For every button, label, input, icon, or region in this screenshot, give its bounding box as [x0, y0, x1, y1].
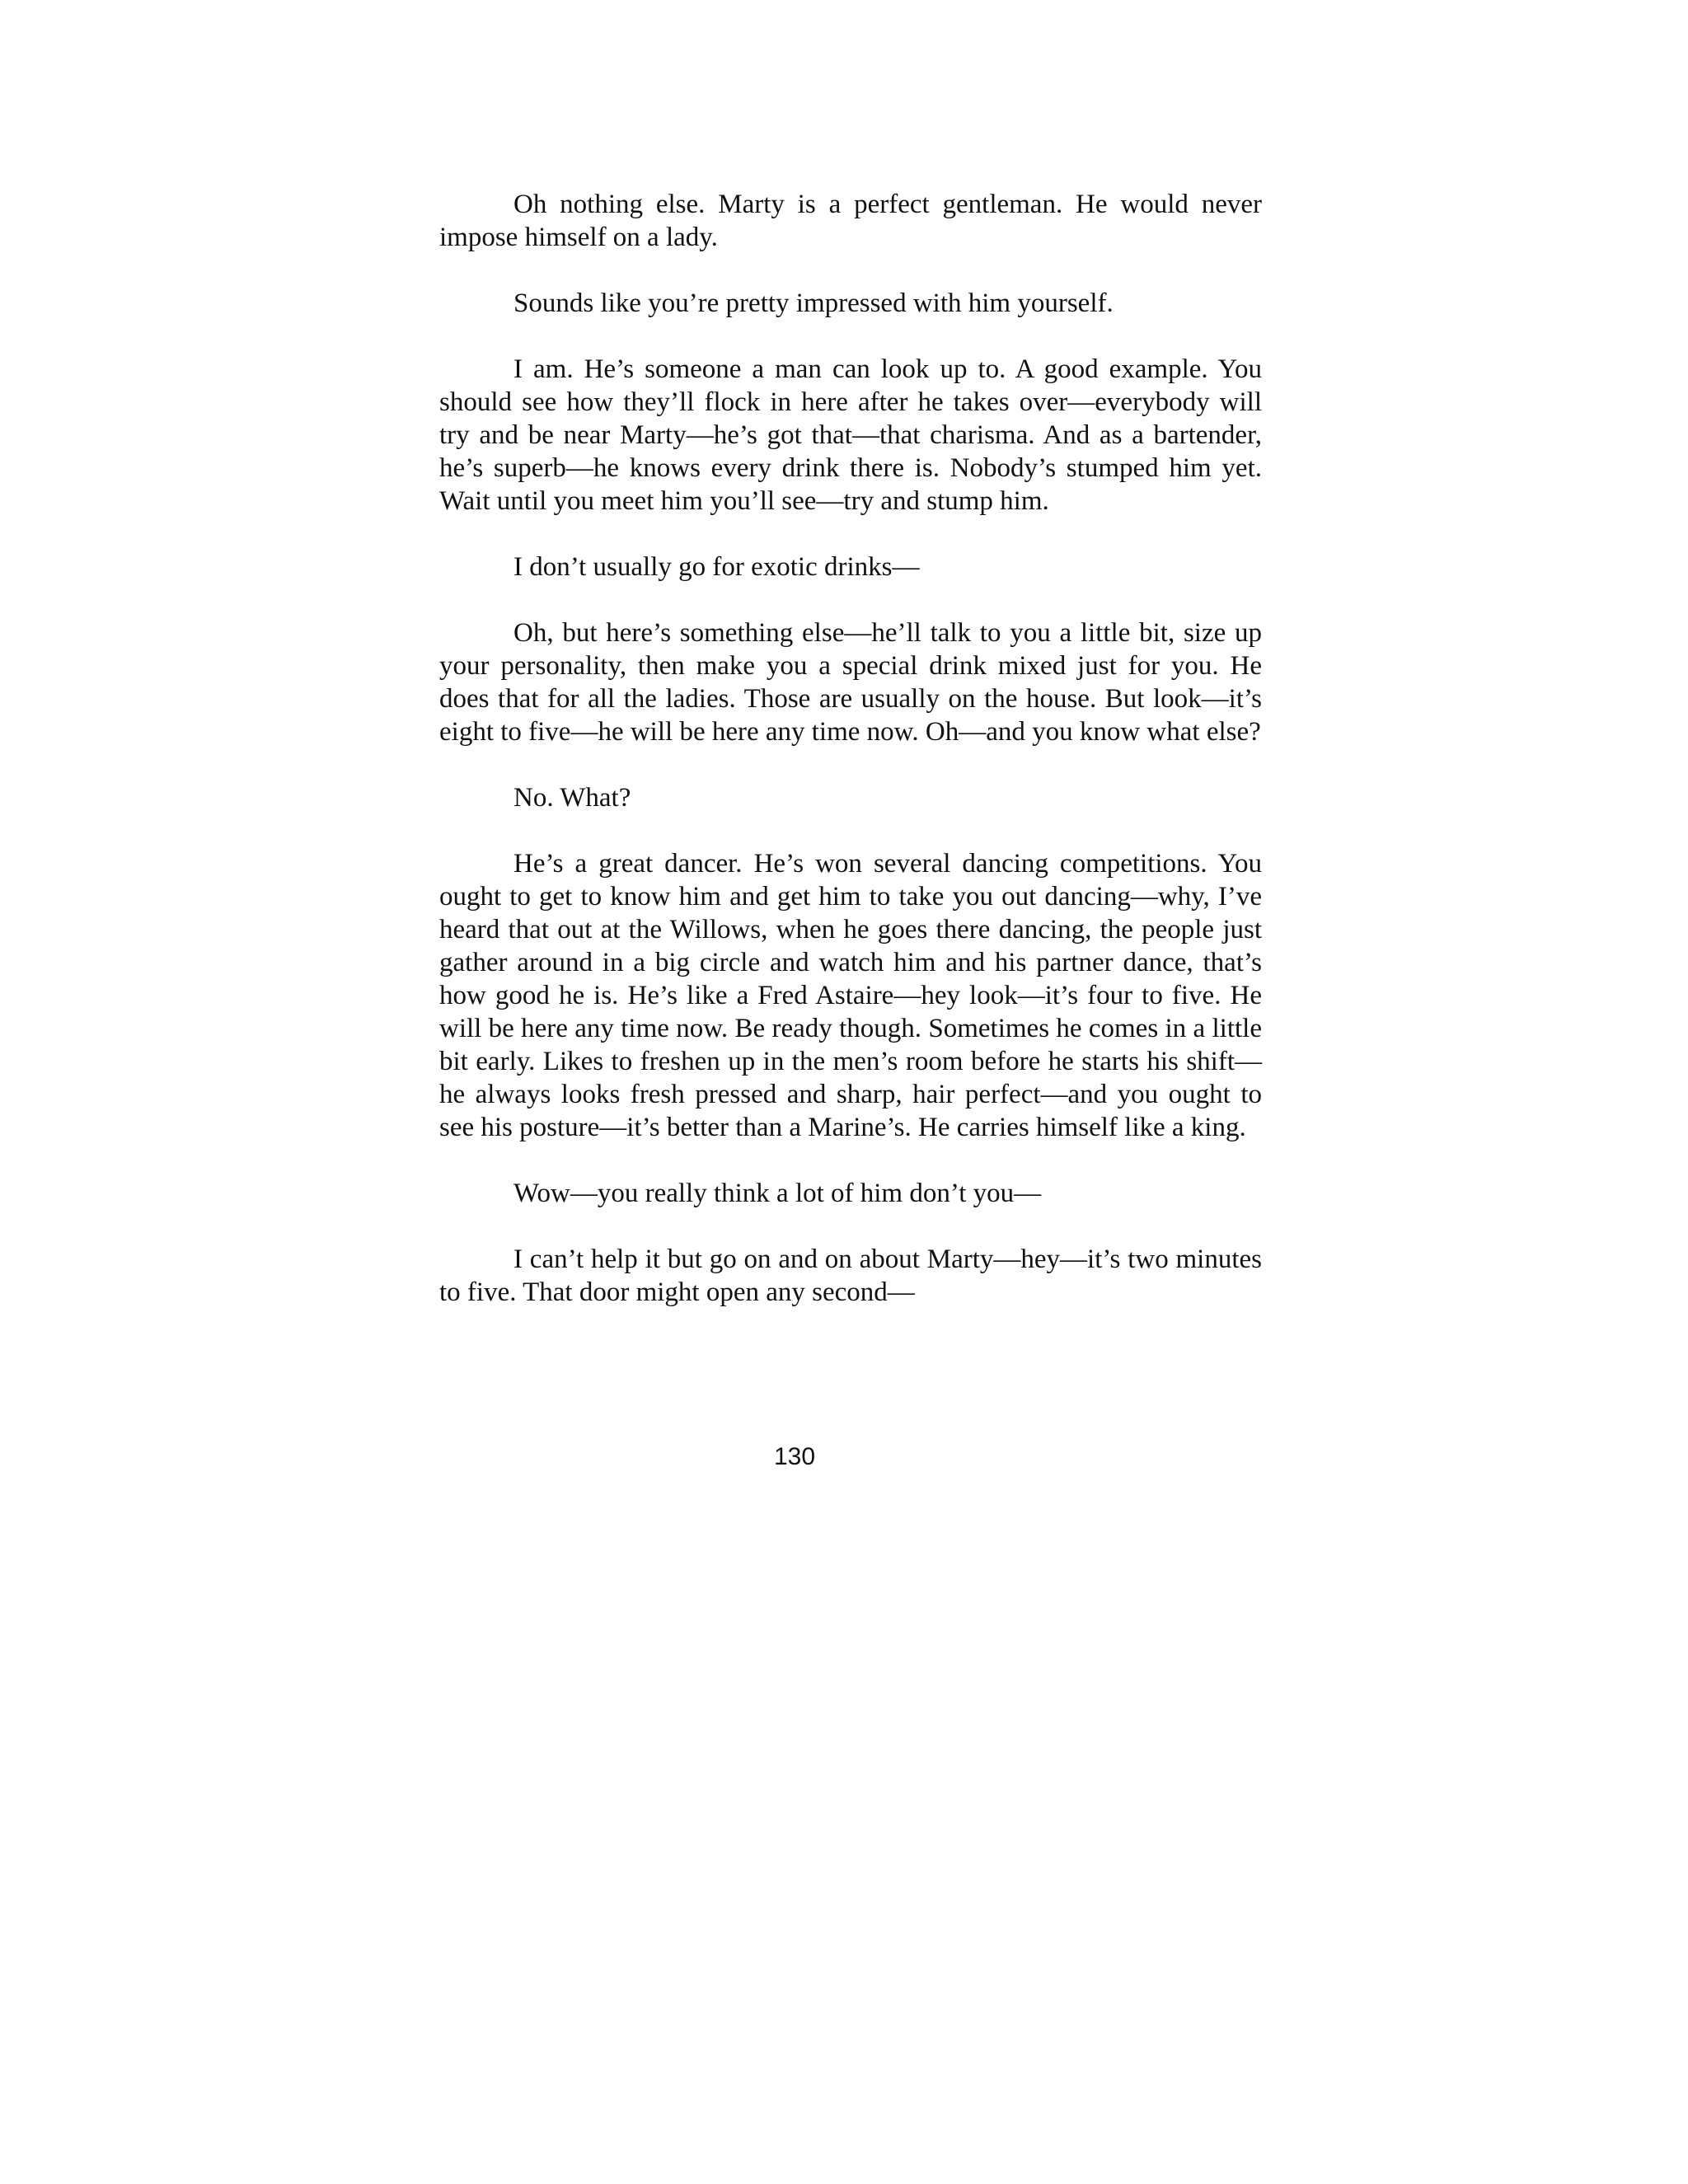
paragraph: Oh, but here’s something else—he’ll talk to you a little bit, size up your personality, then make you a special drink mixed just for you. He does that for all the ladies. Those are usually on the house. But look—it’s eight to five—he will be here any time now. Oh—and you know what else?: [439, 618, 1262, 747]
paragraph: No. What?: [513, 783, 631, 813]
page-number: 130: [773, 1443, 816, 1470]
paragraph: Wow—you really think a lot of him don’t you—: [513, 1179, 1042, 1208]
paragraph: I am. He’s someone a man can look up to. A good example. You should see how they’ll flock in here after he takes over—everybody will try and be near Marty—he’s got that—that charisma. And as a bartender, he’s superb—he knows every drink there is. Nobody’s stumped him yet. Wait until you meet him you’ll see—try and stump him.: [439, 354, 1262, 516]
body-text: [439, 188, 1262, 1342]
paragraph: He’s a great dancer. He’s won several dancing competitions. You ought to get to know him and get him to take you out dancing—why, I’ve heard that out at the Willows, when he goes there dancing, the people just gather around in a big circle and watch him and his partner dance, that’s how good he is. He’s like a Fred Astaire—hey look—it’s four to five. He will be here any time now. Be ready though. Sometimes he comes in a little bit early. Likes to freshen up in the men’s room before he starts his shift—he always looks fresh pressed and sharp, hair perfect—and you ought to see his posture—it’s better than a Marine’s. He carries himself like a king.: [439, 849, 1262, 1142]
paragraph: Oh nothing else. Marty is a perfect gentleman. He would never impose himself on a lady.: [439, 190, 1262, 252]
paragraph: I can’t help it but go on and on about Marty—hey—it’s two minutes to five. That door might open any second—: [439, 1244, 1262, 1307]
paragraph: Sounds like you’re pretty impressed with him yourself.: [513, 288, 1114, 318]
paragraph: I don’t usually go for exotic drinks—: [513, 552, 920, 582]
